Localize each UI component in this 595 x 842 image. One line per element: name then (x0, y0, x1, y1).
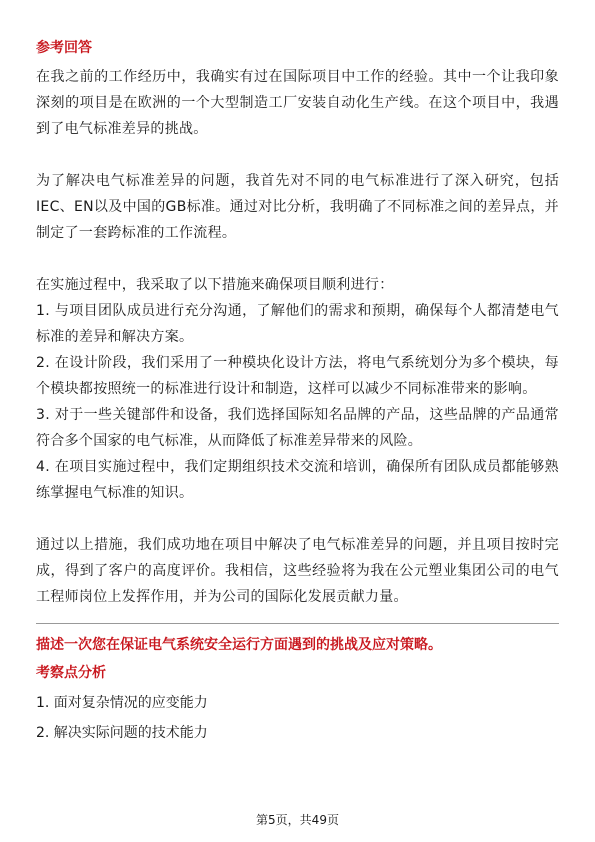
section-divider (36, 623, 559, 624)
answer-paragraph-1: 在我之前的工作经历中，我确实有过在国际项目中工作的经验。其中一个让我印象深刻的项目是在欧洲的一个大型制造工厂安装自动化生产线。在这个项目中，我遇到了电气标准差异的挑战。 (36, 69, 559, 137)
analysis-point-1: 1. 面对复杂情况的应变能力 (36, 695, 208, 711)
answer-conclusion: 通过以上措施，我们成功地在项目中解决了电气标准差异的问题，并且项目按时完成，得到了客户的高度评价。我相信，这些经验将为我在公元塑业集团公司的电气工程师岗位上发挥作用，并为公司的国际化发展贡献力量。 (36, 537, 559, 605)
next-question: 描述一次您在保证电气系统安全运行方面遇到的挑战及应对策略。 (36, 637, 442, 653)
page-number: 第5页，共49页 (256, 813, 339, 827)
analysis-heading: 考察点分析 (36, 665, 106, 681)
measure-item-4: 4. 在项目实施过程中，我们定期组织技术交流和培训，确保所有团队成员都能够熟练掌握电气标准的知识。 (36, 459, 559, 501)
answer-heading: 参考回答 (36, 40, 92, 56)
analysis-point-2: 2. 解决实际问题的技术能力 (36, 725, 208, 741)
measures-intro: 在实施过程中，我采取了以下措施来确保项目顺利进行： (36, 277, 394, 293)
measure-item-1: 1. 与项目团队成员进行充分沟通，了解他们的需求和预期，确保每个人都清楚电气标准的差异和解决方案。 (36, 303, 559, 345)
measure-item-2: 2. 在设计阶段，我们采用了一种模块化设计方法，将电气系统划分为多个模块，每个模块都按照统一的标准进行设计和制造，这样可以减少不同标准带来的影响。 (36, 355, 559, 397)
answer-paragraph-2: 为了解决电气标准差异的问题，我首先对不同的电气标准进行了深入研究，包括IEC、EN以及中国的GB标准。通过对比分析，我明确了不同标准之间的差异点，并制定了一套跨标准的工作流程。 (36, 173, 559, 241)
measure-item-3: 3. 对于一些关键部件和设备，我们选择国际知名品牌的产品，这些品牌的产品通常符合多个国家的电气标准，从而降低了标准差异带来的风险。 (36, 407, 559, 449)
page-content (36, 38, 559, 750)
